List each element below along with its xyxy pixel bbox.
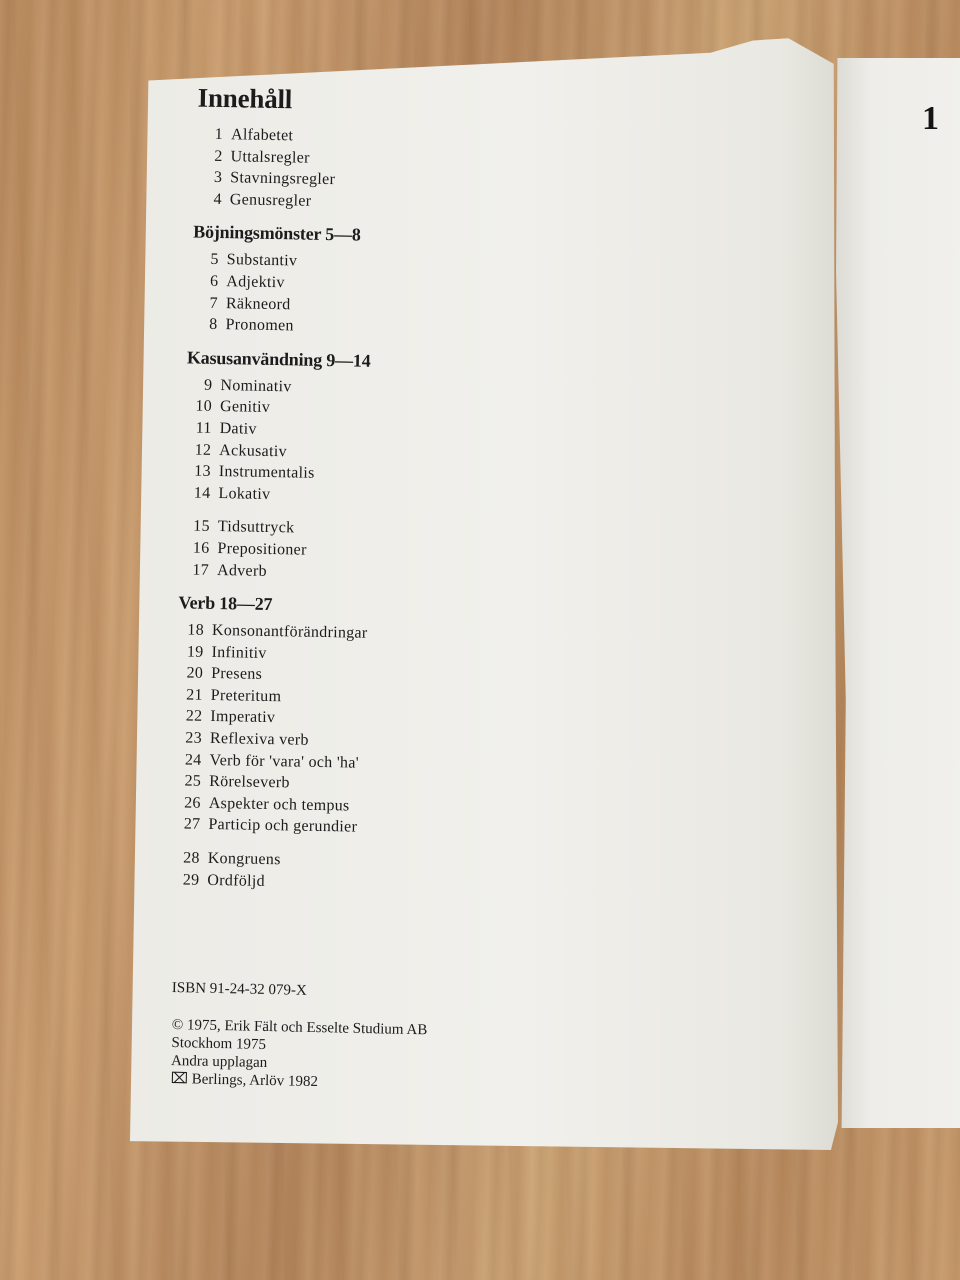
section-heading: Verb 18—27 xyxy=(178,592,273,615)
section-heading: Kasusanvändning 9—14 xyxy=(186,347,371,371)
toc-item-number: 12 xyxy=(194,441,212,459)
intro-list xyxy=(196,124,586,217)
toc-item-number: 18 xyxy=(187,621,205,639)
toc-item-number: 26 xyxy=(184,794,201,812)
toc-item-label: Instrumentalis xyxy=(218,463,315,482)
toc-item-number: 20 xyxy=(186,664,204,683)
toc-item-label: Stavningsregler xyxy=(230,169,336,189)
toc-item-label: Adjektiv xyxy=(226,273,285,292)
toc-item-group xyxy=(174,619,576,842)
toc-item-group xyxy=(183,516,578,588)
toc-item-label: Infinitiv xyxy=(211,643,267,662)
toc-item-number: 23 xyxy=(185,729,203,747)
toc-item-number: 16 xyxy=(192,539,210,557)
toc-item-number: 4 xyxy=(213,190,223,208)
toc-item-number: 24 xyxy=(184,751,202,769)
copyright-block xyxy=(170,1016,511,1095)
toc-item-number: 3 xyxy=(213,169,223,187)
copyright-line: ⌧ Berlings, Arlöv 1982 xyxy=(170,1070,319,1091)
toc-item-number: 11 xyxy=(195,419,212,437)
toc-item-label: Ordföljd xyxy=(207,871,266,890)
toc-item-number: 5 xyxy=(210,251,219,269)
toc-item-number: 21 xyxy=(186,686,203,704)
toc-item-label: Genusregler xyxy=(229,190,312,210)
toc-section xyxy=(191,222,583,343)
toc-item-label: Konsonantförändringar xyxy=(211,622,368,642)
toc-item-number: 15 xyxy=(193,517,211,536)
toc-item-number: 25 xyxy=(184,772,202,791)
copyright-line: © 1975, Erik Fält och Esselte Studium AB xyxy=(171,1016,428,1039)
toc-item-label: Adverb xyxy=(216,561,268,580)
toc-item-number: 6 xyxy=(209,272,219,290)
toc-item-label: Uttalsregler xyxy=(230,147,310,167)
toc-title: Innehåll xyxy=(197,82,293,115)
section-heading: Böjningsmönster 5—8 xyxy=(193,221,361,245)
toc-item-label: Pronomen xyxy=(225,316,294,335)
isbn: ISBN 91-24-32 079-X xyxy=(171,980,307,999)
toc-item-number: 7 xyxy=(209,294,219,312)
toc-item-label: Preteritum xyxy=(210,686,282,706)
right-page xyxy=(836,58,960,1128)
toc-item-group xyxy=(173,847,572,897)
toc-item-number: 1 xyxy=(214,125,224,144)
toc-item-label: Kongruens xyxy=(207,849,281,869)
toc-item-label: Rörelseverb xyxy=(209,773,290,792)
toc-item-label: Presens xyxy=(211,665,263,684)
toc-item-number: 22 xyxy=(185,707,203,726)
toc-item-label: Alfabetet xyxy=(230,126,294,145)
table-of-contents xyxy=(151,82,586,898)
toc-item-number: 14 xyxy=(193,484,211,502)
toc-item-label: Nominativ xyxy=(220,376,292,396)
toc-item-label: Substantiv xyxy=(226,251,298,270)
toc-item-number: 8 xyxy=(209,315,218,334)
toc-item-label: Genitiv xyxy=(219,398,271,417)
toc-sections xyxy=(151,221,583,897)
toc-section xyxy=(173,592,576,897)
toc-item-group xyxy=(184,374,580,511)
toc-item-label: Verb för 'vara' och 'ha' xyxy=(209,751,360,772)
toc-section xyxy=(183,347,581,588)
copyright-line: Stockhom 1975 xyxy=(171,1034,267,1053)
toc-item-group xyxy=(191,249,583,343)
toc-item-label: Dativ xyxy=(219,419,257,438)
toc-item-number: 29 xyxy=(182,871,200,889)
toc-item-label: Ackusativ xyxy=(219,441,287,460)
toc-item-number: 13 xyxy=(194,462,212,481)
toc-item-number: 28 xyxy=(183,849,200,867)
toc-item-label: Tidsuttryck xyxy=(217,518,295,537)
toc-item-label: Lokativ xyxy=(218,484,271,503)
toc-item-number: 17 xyxy=(192,561,210,579)
toc-item-number: 19 xyxy=(186,643,204,661)
toc-item-label: Prepositioner xyxy=(217,539,307,559)
copyright-line: Andra upplagan xyxy=(170,1052,268,1072)
toc-item-label: Aspekter och tempus xyxy=(208,794,350,815)
toc-item-label: Imperativ xyxy=(210,708,276,727)
toc-item-label: Reflexiva verb xyxy=(209,729,309,749)
toc-item-number: 27 xyxy=(183,815,201,834)
toc-item-number: 2 xyxy=(214,147,223,165)
chapter-number: 1 xyxy=(922,100,939,137)
toc-item-label: Räkneord xyxy=(225,294,291,313)
toc-item-number: 10 xyxy=(195,397,213,416)
toc-item-label: Particip och gerundier xyxy=(208,816,358,837)
toc-item-number: 9 xyxy=(203,376,213,394)
